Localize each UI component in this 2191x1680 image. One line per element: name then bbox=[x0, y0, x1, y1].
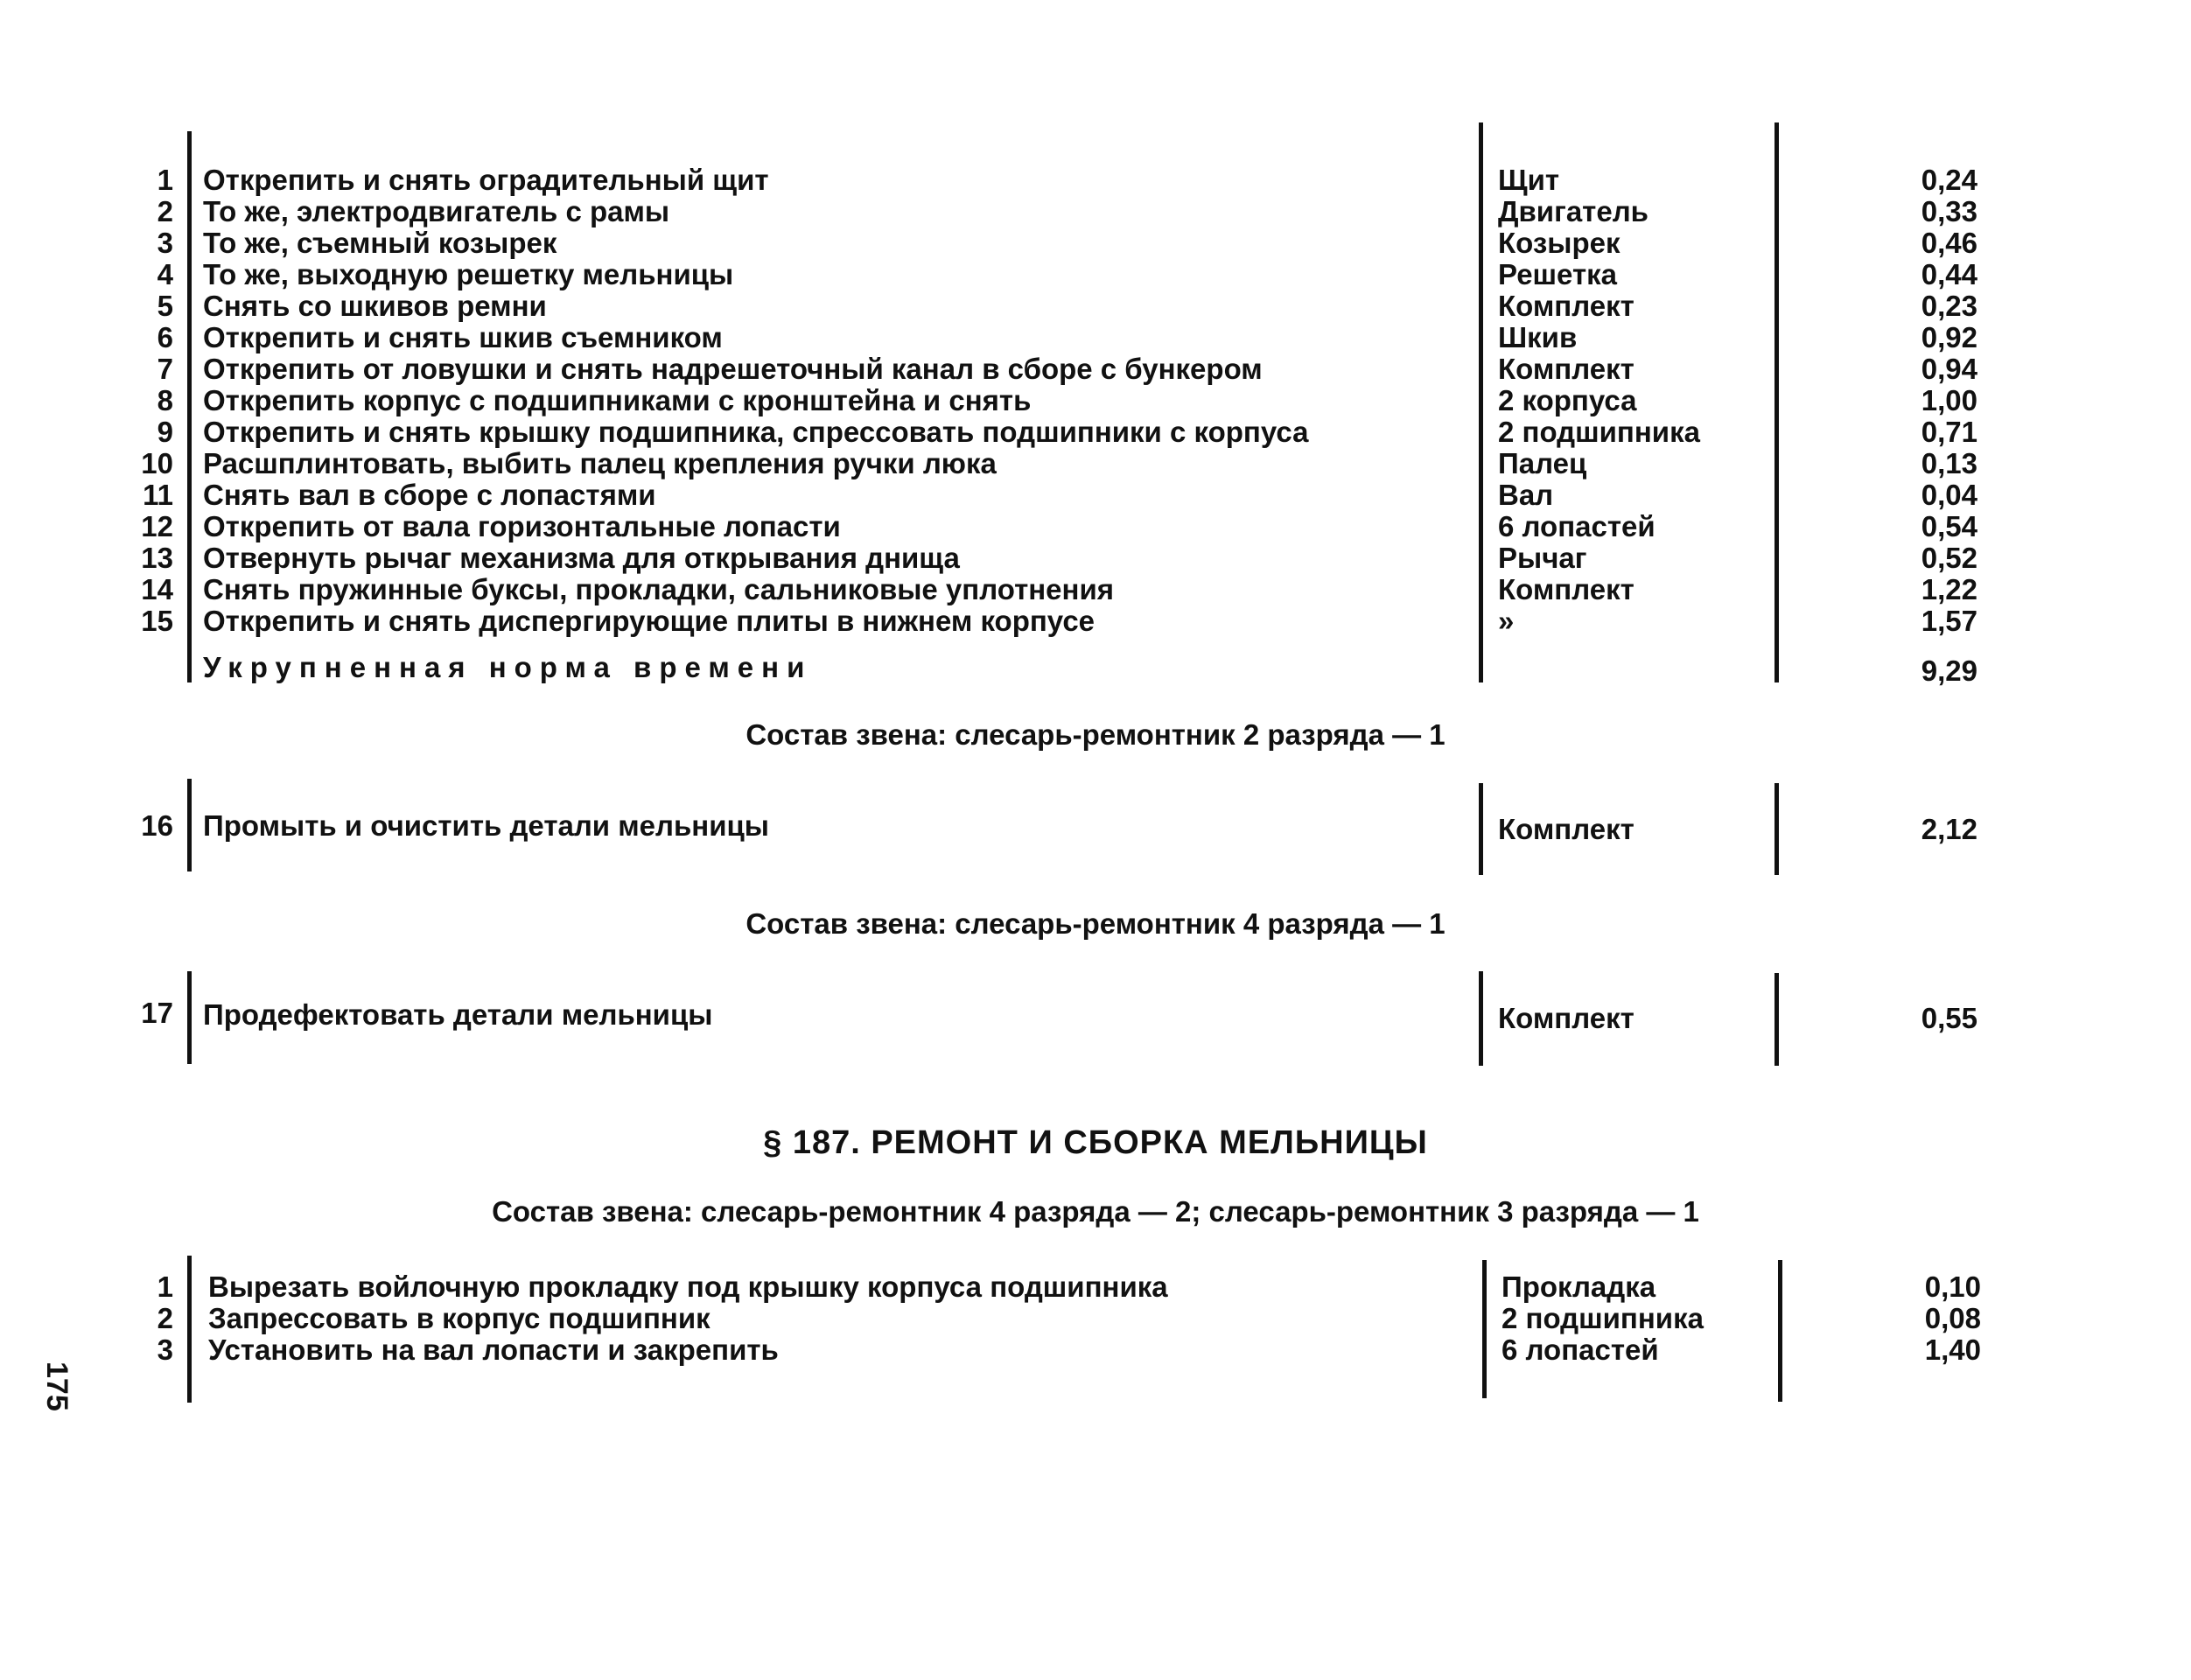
row-number: 15 bbox=[141, 605, 173, 637]
row-description: Промыть и очистить детали мельницы bbox=[203, 809, 769, 842]
row-unit: Вал bbox=[1498, 479, 1554, 511]
row-description: То же, съемный козырек bbox=[203, 227, 557, 259]
row-description: Расшплинтовать, выбить палец крепления ручки люка bbox=[203, 447, 997, 480]
row-number: 13 bbox=[141, 542, 173, 574]
table-2-mid-rule bbox=[1482, 1260, 1487, 1398]
row-unit: » bbox=[1498, 605, 1515, 637]
row-16-mid-rule bbox=[1479, 783, 1483, 875]
row-value: 2,12 bbox=[1921, 813, 1978, 845]
row-unit: Комплект bbox=[1498, 1002, 1634, 1034]
row-number: 9 bbox=[157, 416, 173, 448]
row-number: 3 bbox=[157, 227, 173, 259]
row-unit: Комплект bbox=[1498, 573, 1634, 606]
row-number: 1 bbox=[157, 164, 173, 196]
row-value: 0,46 bbox=[1921, 227, 1978, 259]
row-number: 2 bbox=[157, 1302, 173, 1334]
row-value: 0,10 bbox=[1924, 1270, 1981, 1303]
table-2-right-rule bbox=[1778, 1260, 1782, 1402]
row-number: 6 bbox=[157, 321, 173, 354]
row-17-left-rule bbox=[187, 971, 192, 1064]
row-number: 16 bbox=[141, 809, 173, 842]
row-unit: Комплект bbox=[1498, 813, 1634, 845]
row-value: 1,57 bbox=[1921, 605, 1978, 637]
row-17-right-rule bbox=[1774, 973, 1779, 1066]
row-value: 0,92 bbox=[1921, 321, 1978, 354]
total-value: 9,29 bbox=[1921, 654, 1978, 687]
row-unit: 2 подшипника bbox=[1498, 416, 1700, 448]
row-description: Запрессовать в корпус подшипник bbox=[208, 1302, 710, 1334]
row-value: 1,40 bbox=[1924, 1334, 1981, 1366]
row-value: 0,44 bbox=[1921, 258, 1978, 290]
row-unit: Палец bbox=[1498, 447, 1587, 480]
row-value: 1,00 bbox=[1921, 384, 1978, 416]
row-value: 0,13 bbox=[1921, 447, 1978, 480]
row-number: 4 bbox=[157, 258, 173, 290]
row-value: 0,55 bbox=[1921, 1002, 1978, 1034]
row-value: 0,54 bbox=[1921, 510, 1978, 542]
row-description: Открепить от ловушки и снять надрешеточный канал в сборе с бункером bbox=[203, 353, 1263, 385]
row-unit: 6 лопастей bbox=[1498, 510, 1656, 542]
row-unit: Козырек bbox=[1498, 227, 1620, 259]
row-description: Открепить от вала горизонтальные лопасти bbox=[203, 510, 841, 542]
table-1-left-rule bbox=[187, 131, 192, 682]
row-number: 17 bbox=[141, 997, 173, 1029]
row-value: 0,94 bbox=[1921, 353, 1978, 385]
row-unit: Комплект bbox=[1498, 290, 1634, 322]
row-description: То же, электродвигатель с рамы bbox=[203, 195, 670, 228]
page-number: 175 bbox=[40, 1362, 74, 1411]
row-value: 0,04 bbox=[1921, 479, 1978, 511]
table-2-left-rule bbox=[187, 1256, 192, 1403]
row-number: 2 bbox=[157, 195, 173, 228]
row-unit: Рычаг bbox=[1498, 542, 1587, 574]
row-unit: Щит bbox=[1498, 164, 1560, 196]
total-label: Укрупненная норма времени bbox=[203, 651, 813, 683]
row-description: Снять вал в сборе с лопастями bbox=[203, 479, 656, 511]
row-value: 0,52 bbox=[1921, 542, 1978, 574]
crew-composition-3: Состав звена: слесарь-ремонтник 4 разряда — 2; слесарь-ремонтник 3 разряда — 1 bbox=[492, 1195, 1699, 1228]
row-value: 0,23 bbox=[1921, 290, 1978, 322]
crew-composition-1: Состав звена: слесарь-ремонтник 2 разряда — 1 bbox=[746, 718, 1446, 751]
row-number: 8 bbox=[157, 384, 173, 416]
row-unit: Двигатель bbox=[1498, 195, 1648, 228]
row-16-left-rule bbox=[187, 779, 192, 872]
row-number: 5 bbox=[157, 290, 173, 322]
row-16-right-rule bbox=[1774, 783, 1779, 875]
row-number: 1 bbox=[157, 1270, 173, 1303]
row-unit: Решетка bbox=[1498, 258, 1617, 290]
row-value: 0,71 bbox=[1921, 416, 1978, 448]
row-unit: Комплект bbox=[1498, 353, 1634, 385]
row-description: Открепить и снять крышку подшипника, спрессовать подшипники с корпуса bbox=[203, 416, 1309, 448]
row-number: 10 bbox=[141, 447, 173, 480]
row-17-mid-rule bbox=[1479, 971, 1483, 1066]
row-value: 0,08 bbox=[1924, 1302, 1981, 1334]
row-number: 14 bbox=[141, 573, 173, 606]
section-title: § 187. РЕМОНТ И СБОРКА МЕЛЬНИЦЫ bbox=[763, 1124, 1428, 1161]
row-description: Снять пружинные буксы, прокладки, сальниковые уплотнения bbox=[203, 573, 1114, 606]
row-unit: 2 корпуса bbox=[1498, 384, 1637, 416]
row-value: 1,22 bbox=[1921, 573, 1978, 606]
table-1-mid-rule bbox=[1479, 122, 1483, 682]
table-1-right-rule bbox=[1774, 122, 1779, 682]
row-unit: Прокладка bbox=[1502, 1270, 1656, 1303]
row-unit: Шкив bbox=[1498, 321, 1578, 354]
row-description: Установить на вал лопасти и закрепить bbox=[208, 1334, 779, 1366]
row-number: 12 bbox=[141, 510, 173, 542]
row-unit: 2 подшипника bbox=[1502, 1302, 1704, 1334]
row-description: Вырезать войлочную прокладку под крышку корпуса подшипника bbox=[208, 1270, 1168, 1303]
row-description: Продефектовать детали мельницы bbox=[203, 998, 713, 1031]
crew-composition-2: Состав звена: слесарь-ремонтник 4 разряда — 1 bbox=[746, 907, 1446, 940]
row-description: Отвернуть рычаг механизма для открывания днища bbox=[203, 542, 960, 574]
row-description: Снять со шкивов ремни bbox=[203, 290, 547, 322]
row-description: Открепить корпус с подшипниками с кронштейна и снять bbox=[203, 384, 1032, 416]
row-number: 3 bbox=[157, 1334, 173, 1366]
row-description: Открепить и снять оградительный щит bbox=[203, 164, 769, 196]
row-number: 7 bbox=[157, 353, 173, 385]
row-description: Открепить и снять диспергирующие плиты в нижнем корпусе bbox=[203, 605, 1096, 637]
row-description: Открепить и снять шкив съемником bbox=[203, 321, 723, 354]
row-value: 0,24 bbox=[1921, 164, 1978, 196]
row-number: 11 bbox=[143, 479, 173, 511]
row-unit: 6 лопастей bbox=[1502, 1334, 1659, 1366]
row-description: То же, выходную решетку мельницы bbox=[203, 258, 734, 290]
row-value: 0,33 bbox=[1921, 195, 1978, 228]
